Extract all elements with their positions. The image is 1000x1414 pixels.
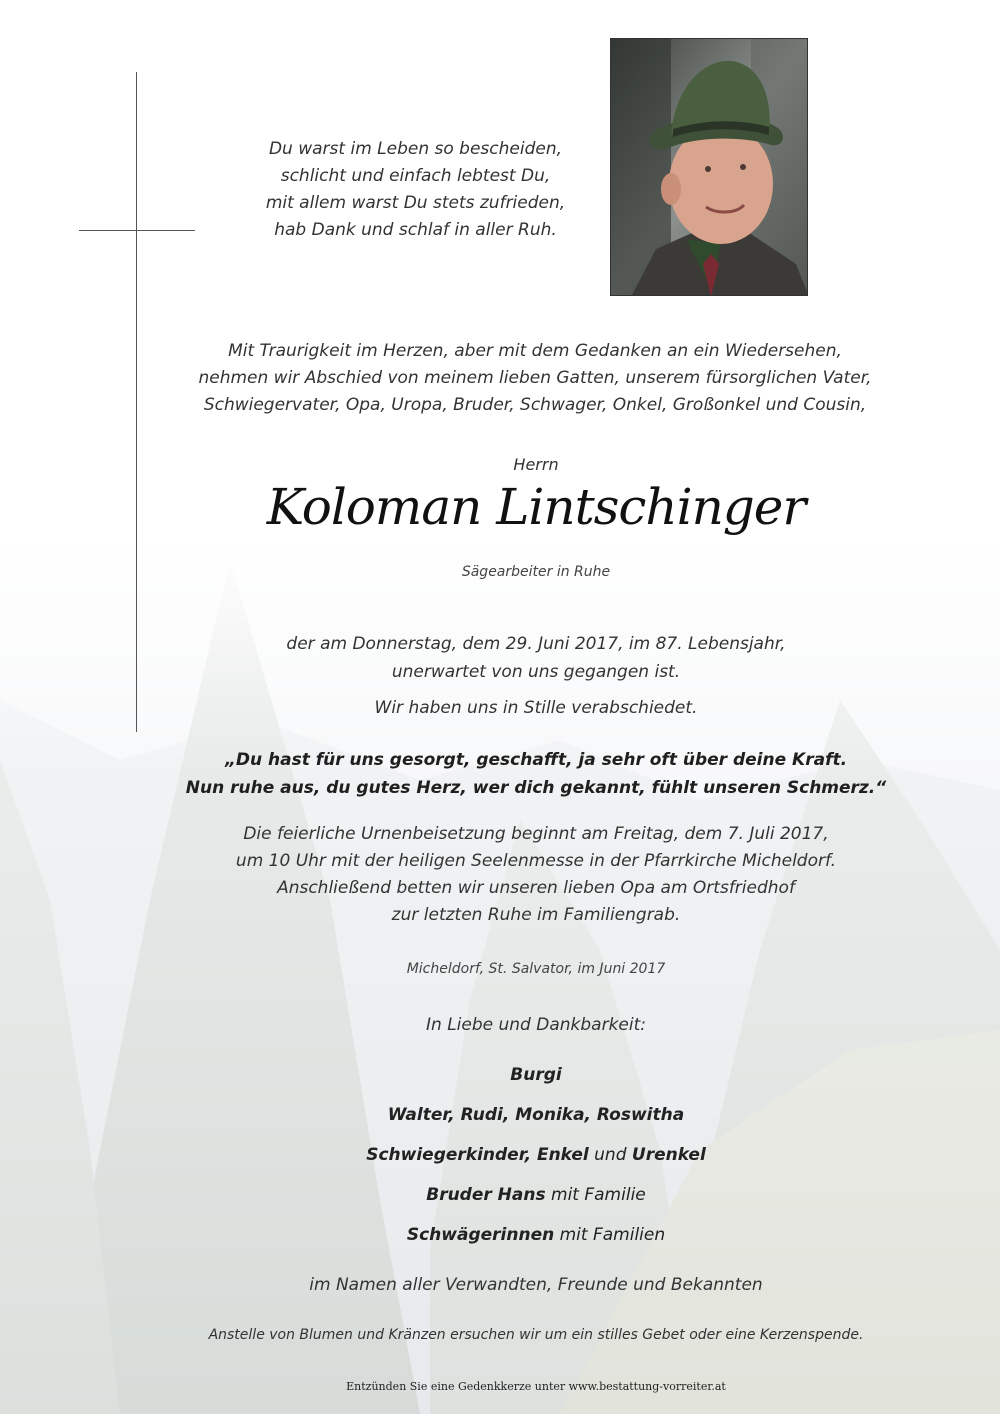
- deceased-name: Koloman Lintschinger: [266, 478, 806, 536]
- intro-line: nehmen wir Abschied von meinem lieben Gatten, unserem fürsorglichen Vater,: [198, 368, 872, 388]
- death-line: der am Donnerstag, dem 29. Juni 2017, im 87. Lebensjahr,: [286, 634, 786, 654]
- poem-line: Du warst im Leben so bescheiden,: [268, 139, 563, 159]
- poem-line: mit allem warst Du stets zufrieden,: [265, 193, 566, 213]
- poem-line: hab Dank und schlaf in aller Ruh.: [274, 220, 557, 240]
- death-line: unerwartet von uns gegangen ist.: [391, 662, 681, 682]
- mourner-line-3: [236, 1145, 836, 1165]
- death-notice: [186, 630, 886, 686]
- poem: [258, 136, 573, 244]
- in-love-heading: In Liebe und Dankbarkeit:: [426, 1015, 646, 1035]
- footer-link-text: Entzünden Sie eine Gedenkkerze unter www.bestattung-vorreiter.at: [346, 1380, 726, 1393]
- mourner-suffix: mit Familie: [545, 1185, 646, 1205]
- ceremony-line: um 10 Uhr mit der heiligen Seelenmesse in der Pfarrkirche Micheldorf.: [235, 851, 837, 871]
- on-behalf-line: im Namen aller Verwandten, Freunde und Bekannten: [309, 1275, 763, 1295]
- ceremony-line: zur letzten Ruhe im Familiengrab.: [391, 905, 681, 925]
- mourner-connector: und: [588, 1145, 632, 1165]
- mourner-name: Urenkel: [631, 1145, 706, 1165]
- intro-line: Schwiegervater, Opa, Uropa, Bruder, Schwager, Onkel, Großonkel und Cousin,: [203, 395, 867, 415]
- mourner-line-5: [236, 1225, 836, 1245]
- ceremony-line: Die feierliche Urnenbeisetzung beginnt am Freitag, dem 7. Juli 2017,: [243, 824, 829, 844]
- quote-line: Nun ruhe aus, du gutes Herz, wer dich gekannt, fühlt unseren Schmerz.“: [185, 778, 887, 798]
- salutation: Herrn: [513, 455, 559, 474]
- flowers-note: Anstelle von Blumen und Kränzen ersuchen wir um ein stilles Gebet oder eine Kerzenspende.: [208, 1327, 864, 1343]
- cross-horizontal-line: [79, 230, 195, 231]
- farewell-note: Wir haben uns in Stille verabschiedet.: [374, 698, 698, 718]
- mourner-name: Walter, Rudi, Monika, Roswitha: [387, 1105, 685, 1125]
- poem-line: schlicht und einfach lebtest Du,: [280, 166, 551, 186]
- mourner-name: Burgi: [510, 1065, 562, 1085]
- mourner-name: Bruder Hans: [426, 1185, 546, 1205]
- ceremony-text: [186, 821, 886, 929]
- mourner-line-2: [236, 1105, 836, 1125]
- occupation: Sägearbeiter in Ruhe: [461, 564, 611, 580]
- quote-line: „Du hast für uns gesorgt, geschafft, ja sehr oft über deine Kraft.: [224, 750, 848, 770]
- mourner-name: Schwägerinnen: [406, 1225, 555, 1245]
- ceremony-line: Anschließend betten wir unseren lieben Opa am Ortsfriedhof: [277, 878, 795, 898]
- intro-line: Mit Traurigkeit im Herzen, aber mit dem Gedanken an ein Wiedersehen,: [228, 341, 842, 361]
- mourner-line-1: [236, 1065, 836, 1085]
- quote: [136, 746, 936, 802]
- mourner-suffix: mit Familien: [554, 1225, 666, 1245]
- portrait-photo: [610, 38, 808, 296]
- mourner-line-4: [236, 1185, 836, 1205]
- intro-text: [150, 338, 920, 419]
- mourner-name: Schwiegerkinder, Enkel: [366, 1145, 589, 1165]
- place-date: Micheldorf, St. Salvator, im Juni 2017: [406, 961, 666, 977]
- cross-vertical-line: [136, 72, 137, 732]
